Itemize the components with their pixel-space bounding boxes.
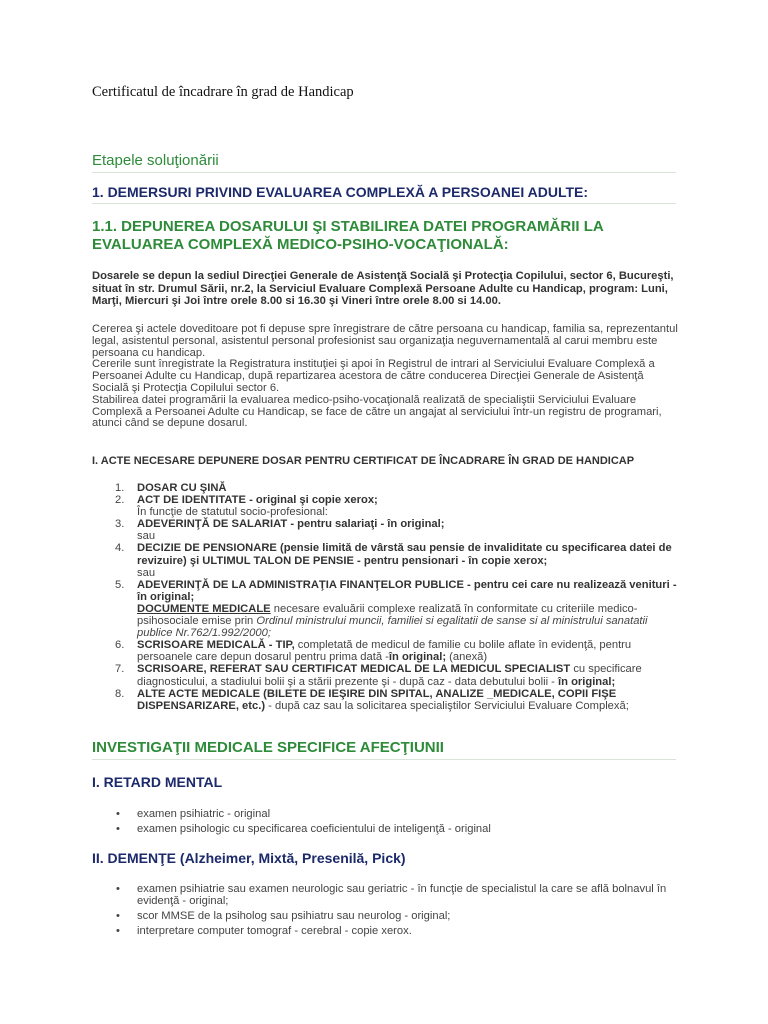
- bold-paragraph: Dosarele se depun la sediul Direcţiei Generale de Asistenţă Socială şi Protecţia Copilului, sector 6, Bucureşti, situat în str. Drumul Sării, nr.2, la Serviciul Evaluare Complexă Persoane Adulte cu Handicap, program: Luni, Marţi, Miercuri şi Joi între orele 8.00 si 16.30 şi Vineri între orele 8.00 si 14.00.: [92, 270, 674, 308]
- retard-heading: I. RETARD MENTAL: [92, 774, 223, 790]
- list-item: 3. ADEVERINŢĂ DE SALARIAT - pentru salariaţi - în original; sau: [115, 518, 445, 543]
- list-item: • examen psihologic cu specificarea coeficientului de inteligenţă - original: [92, 823, 682, 835]
- body-paragraphs: [92, 324, 682, 430]
- documente-medicale-link-text: DOCUMENTE MEDICALE: [137, 602, 271, 615]
- section-1-heading: 1. DEMERSURI PRIVIND EVALUAREA COMPLEXĂ A PERSOANEI ADULTE:: [92, 184, 676, 204]
- list-item: • examen psihiatrie sau examen neurologic sau geriatric - în funcţie de specialistul la care se află bolnavul în evidenţă - original;: [92, 883, 682, 907]
- list-item: 4. DECIZIE DE PENSIONARE (pensie limită de vârstă sau pensie de invaliditate cu specificarea datei de revizuire) şi ULTIMUL TALON DE PENSIE - pentru pensionari - în copie xerox; sau: [115, 542, 672, 579]
- demente-list: [92, 883, 682, 940]
- etape-heading: Etapele soluţionării: [92, 152, 676, 173]
- retard-list: [92, 808, 682, 838]
- list-item: 8. ALTE ACTE MEDICALE (BILETE DE IEŞIRE DIN SPITAL, ANALIZE _MEDICALE, COPII FIŞE DISPENSARIZARE, etc.) - după caz sau la solicitarea specialiştilor Serviciului Evaluare Complexă;: [115, 687, 629, 712]
- page-title: Certificatul de încadrare în grad de Handicap: [92, 84, 354, 100]
- list-item: 2. ACT DE IDENTITATE - original şi copie xerox; În funcţie de statutul socio-profesional:: [115, 494, 378, 519]
- list-item: • interpretare computer tomograf - cerebral - copie xerox.: [92, 925, 682, 937]
- acte-heading: I. ACTE NECESARE DEPUNERE DOSAR PENTRU CERTIFICAT DE ÎNCADRARE ÎN GRAD DE HANDICAP: [92, 455, 635, 467]
- paragraph-1: Cererea şi actele doveditoare pot fi depuse spre înregistrare de către persoana cu handicap, familia sa, reprezentantul legal, asistentul personal, asistentul personal profesionist sau organizaţia neguvernamentală al carui membru este persoana cu handicap.: [92, 323, 678, 359]
- list-item: 1. DOSAR CU ŞINĂ: [115, 482, 227, 494]
- paragraph-3: Stabilirea datei programării la evaluarea medico-psiho-vocaţională realizată de specialiştii Serviciului Evaluare Complexă a Persoanei Adulte cu Handicap, se face de către un angajat al serviciului într-un registru de programari, atunci când se depune dosarul.: [92, 393, 662, 430]
- list-item: 6. SCRISOARE MEDICALĂ - TIP, completată de medicul de familie cu bolile aflate în evidenţă, pentru persoanele care depun dosarul pentru prima dată -în original; (anexă): [115, 639, 632, 664]
- section-1-1-heading: 1.1. DEPUNEREA DOSARULUI ŞI STABILIREA DATEI PROGRAMĂRII LA EVALUAREA COMPLEXĂ MEDICO-PSIHO-VOCAŢIONALĂ:: [92, 218, 604, 253]
- list-item: • examen psihiatric - original: [92, 808, 682, 820]
- list-item: 5. ADEVERINŢĂ DE LA ADMINISTRAŢIA FINANŢELOR PUBLICE - pentru cei care nu realizează venituri - în original; DOCUMENTE MEDICALE necesare evaluării complexe realizată în conformitate cu criteriile medico-psihosociale emise prin Ordinul ministrului muncii, familiei si egalitatii de sanse si al ministrului sanatatii publice Nr.762/1.992/2000;: [115, 578, 677, 640]
- list-item: • scor MMSE de la psiholog sau psihiatru sau neurolog - original;: [92, 910, 682, 922]
- acte-list: [92, 482, 682, 712]
- list-item: 7. SCRISOARE, REFERAT SAU CERTIFICAT MEDICAL DE LA MEDICUL SPECIALIST cu specificare diagnosticului, a stadiului bolii şi a stării prezente şi - după caz - data debutului bolii - în original;: [115, 663, 642, 688]
- demente-heading: II. DEMENŢE (Alzheimer, Mixtă, Presenilă, Pick): [92, 850, 406, 866]
- paragraph-2: Cererile sunt înregistrate la Registratura instituţiei şi apoi în Registrul de intrari al Serviciului Evaluare Complexă a Persoanei Adulte cu Handicap, după repartizarea acestora de către conducerea Direcţiei Generale de Asistenţă Socială şi Protecţia Copilului sector 6.: [92, 358, 655, 394]
- investigatii-heading: INVESTIGAŢII MEDICALE SPECIFICE AFECŢIUNII: [92, 739, 676, 760]
